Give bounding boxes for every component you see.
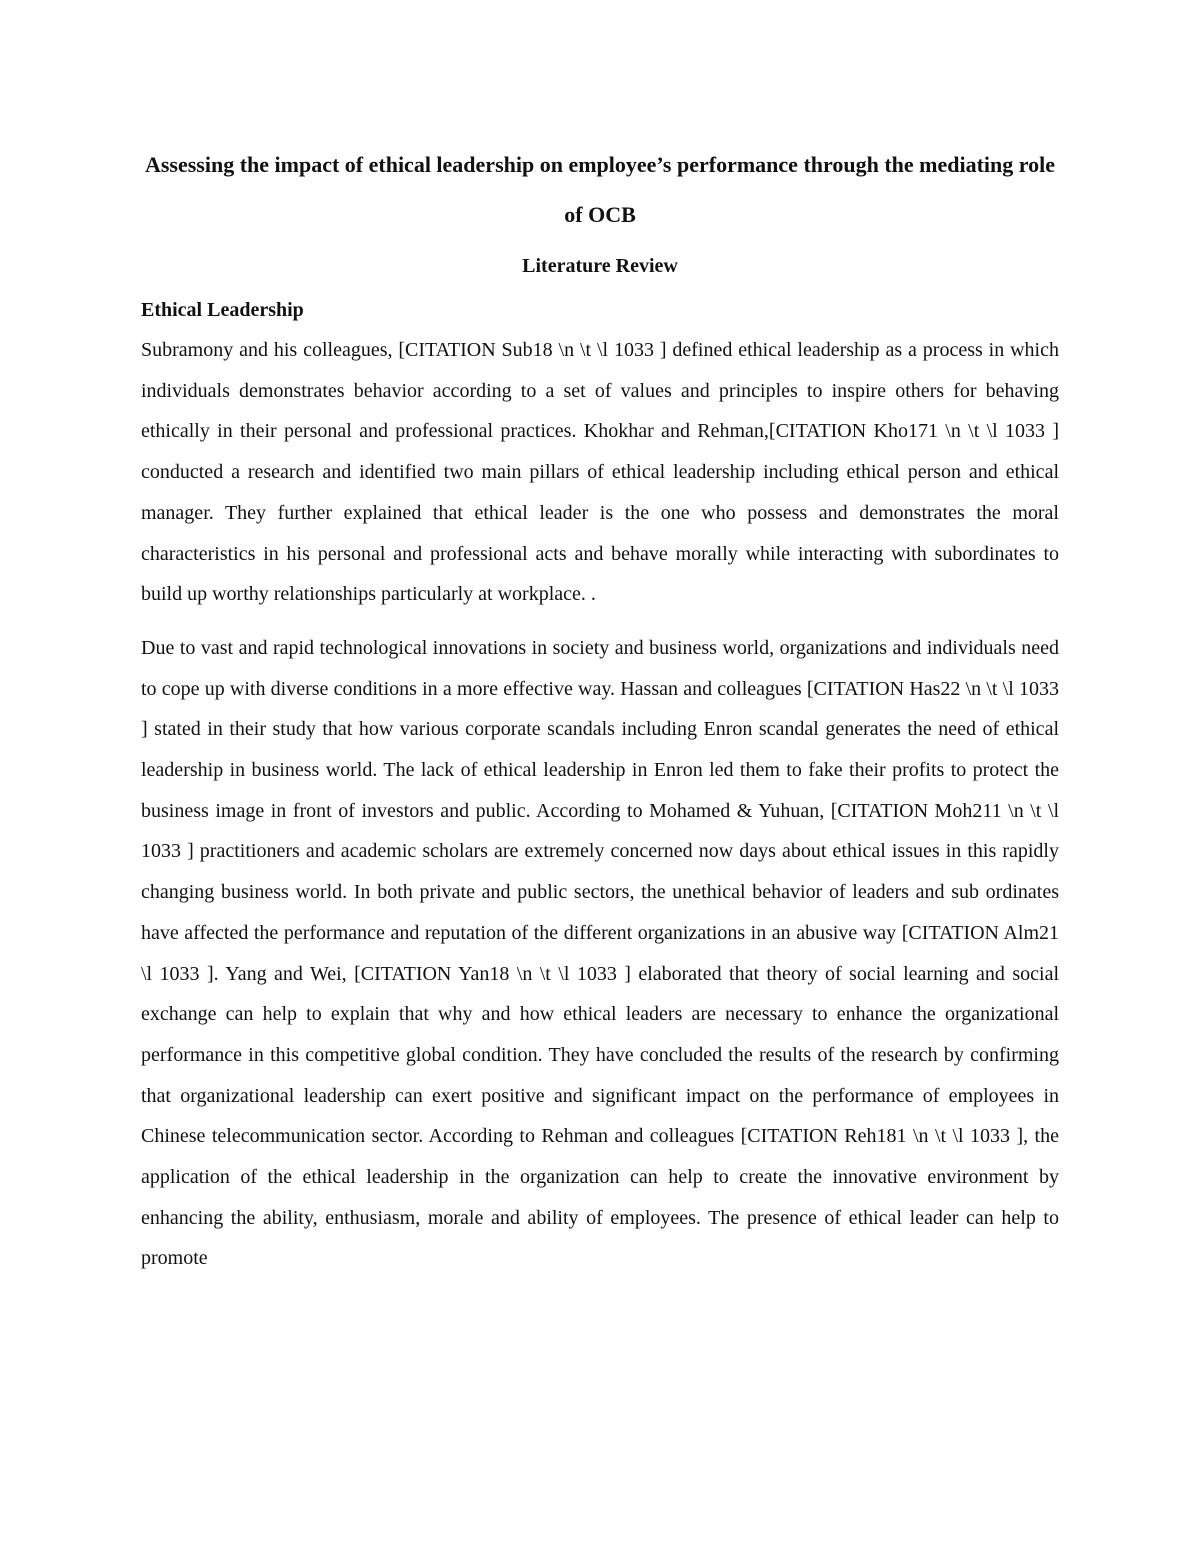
subheading-ethical-leadership: Ethical Leadership: [141, 299, 304, 321]
paragraph-1: Subramony and his colleagues, [CITATION Sub18 \n \t \l 1033 ] defined ethical leadership as a process in which individuals demonstrates behavior according to a set of values and principles to inspire others for behaving ethically in their personal and professional practices. Khokhar and Rehman,[CITATION Kho171 \n \t \l 1033 ] conducted a research and identified two main pillars of ethical leadership including ethical person and ethical manager. They further explained that ethical leader is the one who possess and demonstrates the moral characteristics in his personal and professional acts and behave morally while interacting with subordinates to build up worthy relationships particularly at workplace. .: [141, 339, 1059, 606]
section-title: Literature Review: [522, 255, 678, 277]
paragraph-2: Due to vast and rapid technological innovations in society and business world, organizations and individuals need to cope up with diverse conditions in a more effective way. Hassan and colleagues [CITATION Has22 \n \t \l 1033 ] stated in their study that how various corporate scandals including Enron scandal generates the need of ethical leadership in business world. The lack of ethical leadership in Enron led them to fake their profits to protect the business image in front of investors and public. According to Mohamed & Yuhuan, [CITATION Moh211 \n \t \l 1033 ] practitioners and academic scholars are extremely concerned now days about ethical issues in this rapidly changing business world. In both private and public sectors, the unethical behavior of leaders and sub ordinates have affected the performance and reputation of the different organizations in an abusive way [CITATION Alm21 \l 1033 ]. Yang and Wei, [CITATION Yan18 \n \t \l 1033 ] elaborated that theory of social learning and social exchange can help to explain that why and how ethical leaders are necessary to enhance the organizational performance in this competitive global condition. They have concluded the results of the research by confirming that organizational leadership can exert positive and significant impact on the performance of employees in Chinese telecommunication sector. According to Rehman and colleagues [CITATION Reh181 \n \t \l 1033 ], the application of the ethical leadership in the organization can help to create the innovative environment by enhancing the ability, enthusiasm, morale and ability of employees. The presence of ethical leader can help to promote: [141, 636, 1059, 1270]
document-title: Assessing the impact of ethical leadership on employee’s performance through the mediating role of OCB: [144, 152, 1056, 227]
document-page: [141, 140, 1059, 1279]
